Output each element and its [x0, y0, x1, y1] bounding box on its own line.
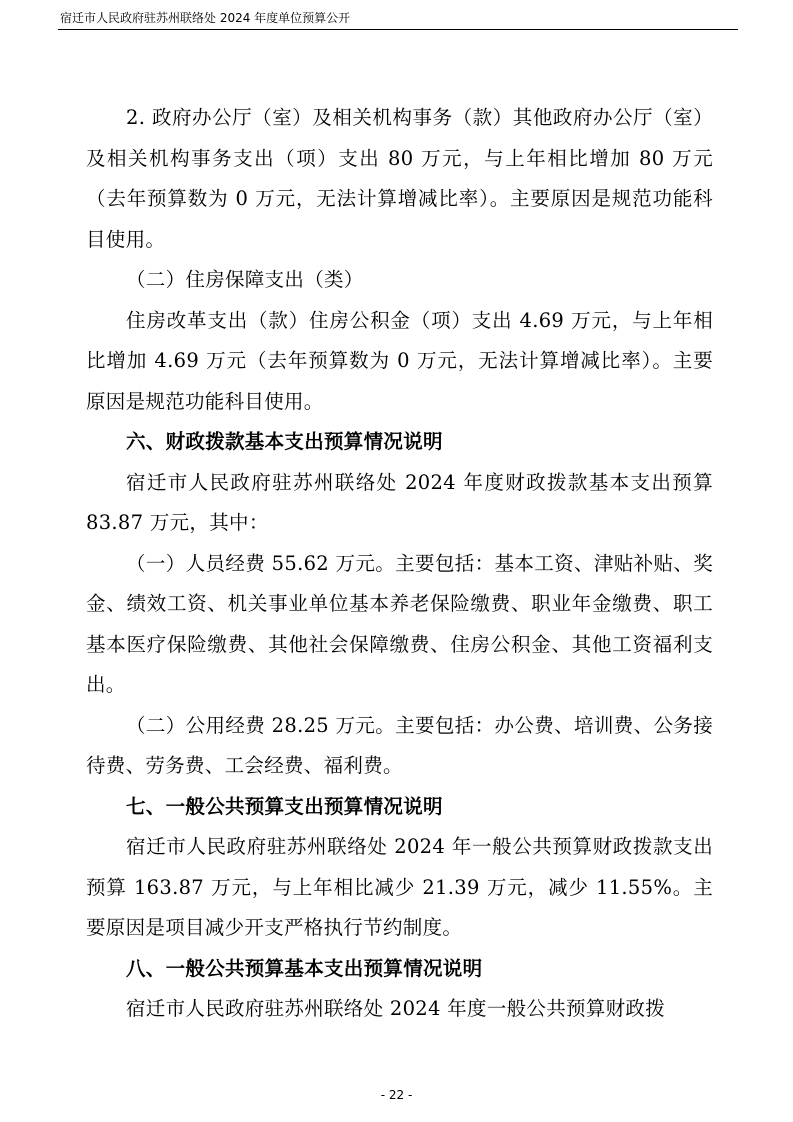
paragraph-3: 住房改革支出（款）住房公积金（项）支出 4.69 万元，与上年相比增加 4.69 万元（去年预算数为 0 万元，无法计算增减比率）。主要原因是规范功能科目使用。	[86, 308, 713, 413]
paragraph-8: 宿迁市人民政府驻苏州联络处 2024 年度一般公共预算财政拨	[126, 997, 666, 1020]
paragraph-5: （一）人员经费 55.62 万元。主要包括：基本工资、津贴补贴、奖金、绩效工资、机关事业单位基本养老保险缴费、职业年金缴费、职工基本医疗保险缴费、其他社会保障缴费、住房公积金、其他工资福利支出。	[86, 551, 713, 696]
section-heading-8: 八、一般公共预算基本支出预算情况说明	[126, 956, 483, 980]
paragraph-2: （二）住房保障支出（类）	[126, 268, 364, 291]
header-divider	[58, 29, 738, 30]
page-number: - 22 -	[380, 1088, 413, 1102]
paragraph-7: 宿迁市人民政府驻苏州联络处 2024 年一般公共预算财政拨款支出预算 163.87 万元，与上年相比减少 21.39 万元，减少 11.55%。主要原因是项目减少开支严格执行节约制度。	[86, 835, 713, 939]
section-heading-7: 七、一般公共预算支出预算情况说明	[126, 794, 443, 818]
paragraph-1: 2. 政府办公厅（室）及相关机构事务（款）其他政府办公厅（室）及相关机构事务支出（项）支出 80 万元，与上年相比增加 80 万元（去年预算数为 0 万元，无法计算增减比率）。主要原因是规范功能科目使用。	[86, 106, 713, 251]
section-heading-6: 六、财政拨款基本支出预算情况说明	[126, 430, 443, 453]
paragraph-4: 宿迁市人民政府驻苏州联络处 2024 年度财政拨款基本支出预算 83.87 万元，其中：	[86, 470, 713, 534]
page-header: 宿迁市人民政府驻苏州联络处 2024 年度单位预算公开	[60, 11, 351, 25]
document-body	[86, 98, 713, 1030]
paragraph-6: （二）公用经费 28.25 万元。主要包括：办公费、培训费、公务接待费、劳务费、工会经费、福利费。	[86, 713, 713, 777]
